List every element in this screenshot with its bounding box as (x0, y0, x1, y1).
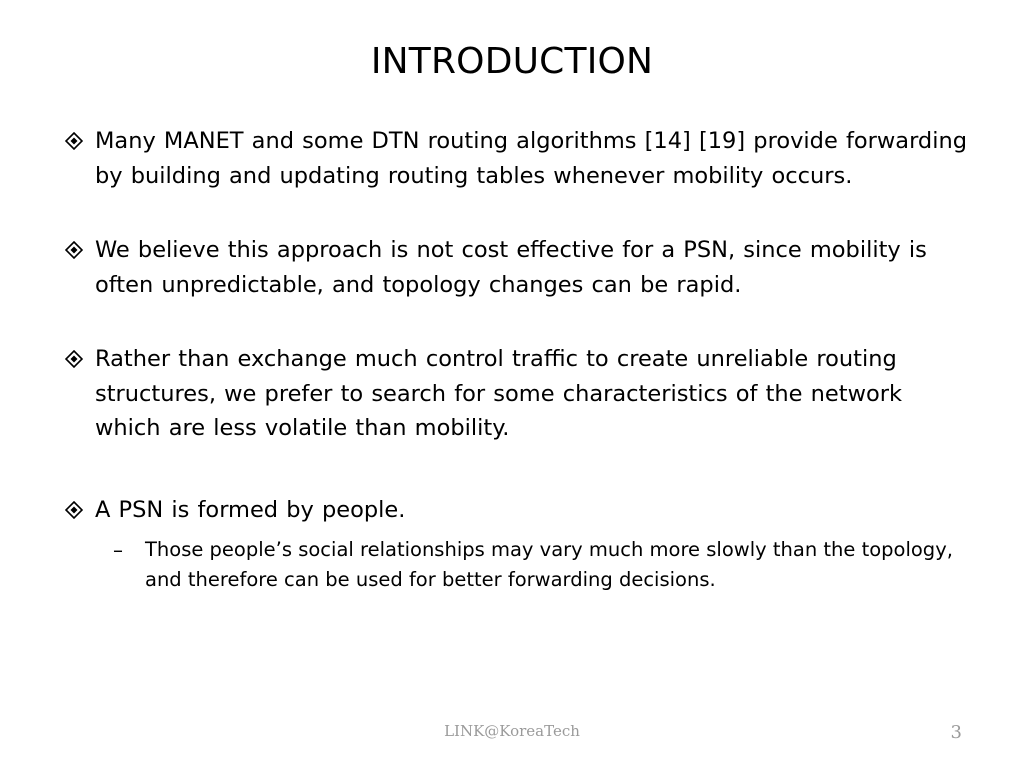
dash-marker: – (113, 538, 123, 562)
bullet-item (63, 342, 968, 446)
footer-text: LINK@KoreaTech (444, 722, 580, 740)
diamond-bullet-icon (63, 342, 95, 376)
bullet-text: Many MANET and some DTN routing algorithms [14] [19] provide forwarding by building and updating routing tables whenever mobility occurs. (95, 128, 968, 189)
bullet-text: Rather than exchange much control traffic to create unreliable routing structures, we prefer to search for some characteristics of the network which are less volatile than mobility. (95, 346, 903, 441)
bullet-item (63, 124, 968, 193)
diamond-bullet-icon (63, 233, 95, 267)
page-number: 3 (950, 722, 962, 743)
sub-bullet-item (113, 535, 953, 595)
bullet-text: We believe this approach is not cost effective for a PSN, since mobility is often unpredictable, and topology changes can be rapid. (95, 237, 927, 298)
diamond-bullet-icon (63, 124, 95, 158)
bullet-item (63, 233, 968, 302)
diamond-bullet-icon (63, 493, 95, 527)
bullet-text: A PSN is formed by people. (95, 497, 406, 523)
sub-bullet-text: Those people’s social relationships may vary much more slowly than the topology, and therefore can be used for better forwarding decisions. (145, 538, 953, 591)
slide-title: INTRODUCTION (370, 41, 654, 82)
bullet-item (63, 493, 968, 528)
